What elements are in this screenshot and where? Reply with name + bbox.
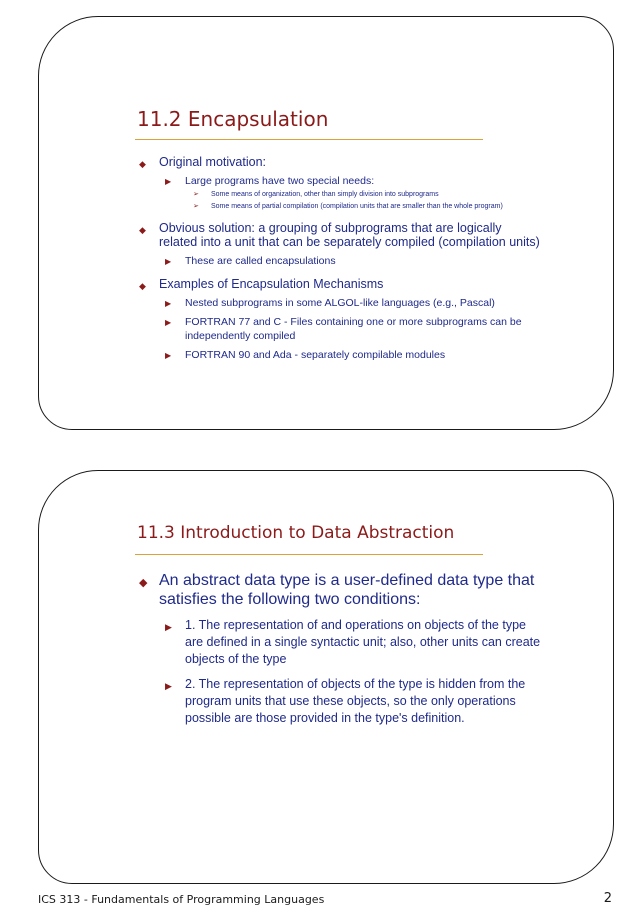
sub-bullet-item bbox=[137, 254, 543, 268]
bullet-item bbox=[137, 155, 543, 169]
triangle-bullet-icon: ▶ bbox=[165, 299, 172, 308]
triangle-bullet-icon: ▶ bbox=[165, 351, 172, 360]
triangle-bullet-icon: ▶ bbox=[165, 622, 172, 632]
sub-sub-bullet-item bbox=[137, 190, 543, 200]
bullet-item bbox=[137, 221, 543, 249]
title-divider bbox=[135, 139, 483, 140]
bullet-list bbox=[137, 571, 543, 727]
bullet-text: Examples of Encapsulation Mechanisms bbox=[159, 277, 384, 291]
sub-bullet-text: Large programs have two special needs: bbox=[185, 175, 375, 187]
triangle-bullet-icon: ▶ bbox=[165, 681, 172, 691]
sub-bullet-item bbox=[137, 174, 543, 188]
sub-bullet-item bbox=[137, 676, 543, 727]
sub-bullet-text: 1. The representation of and operations on objects of the type are defined in a single syntactic unit; also, other units can create objects of the type bbox=[185, 618, 541, 666]
triangle-bullet-icon: ▶ bbox=[165, 318, 172, 327]
diamond-bullet-icon: ◆ bbox=[139, 159, 146, 169]
sub-bullet-text: FORTRAN 90 and Ada - separately compilable modules bbox=[185, 349, 446, 361]
sub-bullet-text: These are called encapsulations bbox=[185, 255, 336, 267]
bullet-text: An abstract data type is a user-defined data type that satisfies the following two conditions: bbox=[159, 572, 535, 608]
sub-bullet-item bbox=[137, 617, 543, 668]
diamond-bullet-icon: ◆ bbox=[139, 225, 146, 235]
triangle-bullet-icon: ▶ bbox=[165, 257, 172, 266]
diamond-bullet-icon: ◆ bbox=[139, 577, 148, 589]
bullet-text: Obvious solution: a grouping of subprograms that are logically related into a unit that can be separately compiled (compilation units) bbox=[159, 221, 540, 249]
sub-sub-bullet-item bbox=[137, 202, 543, 212]
sub-bullet-text: 2. The representation of objects of the type is hidden from the program units that use these objects, so the only operations possible are those provided in the type's definition. bbox=[185, 677, 526, 725]
bullet-list bbox=[137, 155, 543, 362]
sub-bullet-text: FORTRAN 77 and C - Files containing one or more subprograms can be independently compiled bbox=[185, 316, 522, 342]
sub-bullet-item bbox=[137, 315, 543, 343]
slide-title: 11.3 Introduction to Data Abstraction bbox=[137, 523, 455, 543]
sub-bullet-text: Nested subprograms in some ALGOL-like languages (e.g., Pascal) bbox=[185, 297, 495, 309]
bullet-item bbox=[137, 277, 543, 291]
slide-title: 11.2 Encapsulation bbox=[137, 107, 329, 131]
bullet-item bbox=[137, 571, 543, 609]
sub-sub-bullet-text: Some means of organization, other than simply division into subprograms bbox=[211, 191, 439, 198]
title-divider bbox=[135, 554, 483, 555]
bullet-text: Original motivation: bbox=[159, 155, 266, 169]
footer-course-title: ICS 313 - Fundamentals of Programming Languages bbox=[38, 893, 325, 906]
arrow-bullet-icon: ➢ bbox=[193, 191, 199, 198]
slide-data-abstraction bbox=[38, 470, 614, 884]
page-number: 2 bbox=[603, 891, 612, 906]
sub-bullet-item bbox=[137, 348, 543, 362]
triangle-bullet-icon: ▶ bbox=[165, 177, 172, 186]
arrow-bullet-icon: ➢ bbox=[193, 203, 199, 210]
slide-encapsulation bbox=[38, 16, 614, 430]
diamond-bullet-icon: ◆ bbox=[139, 281, 146, 291]
sub-bullet-item bbox=[137, 296, 543, 310]
sub-sub-bullet-text: Some means of partial compilation (compilation units that are smaller than the whole program) bbox=[211, 203, 503, 210]
